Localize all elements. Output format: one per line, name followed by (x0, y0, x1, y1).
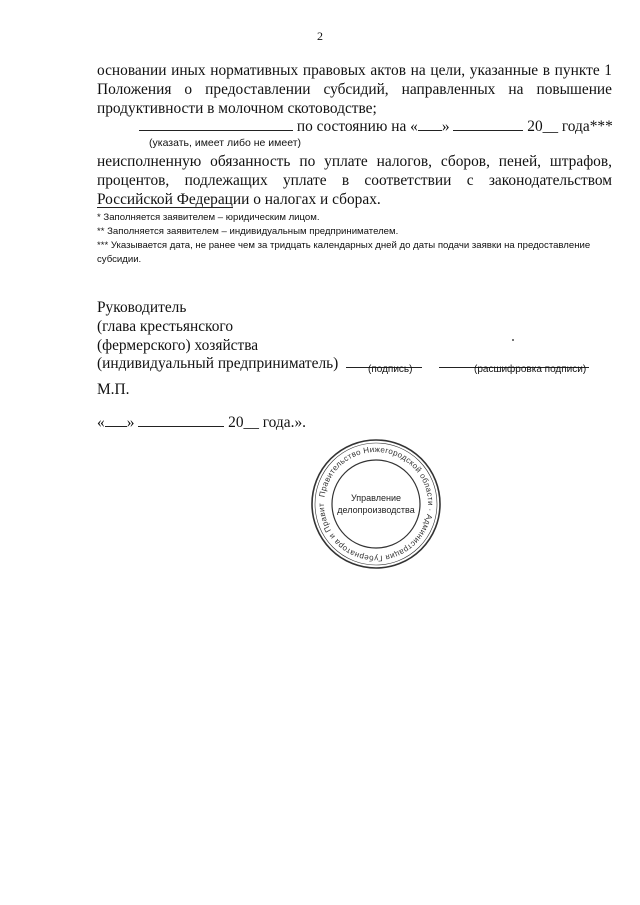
status-blank[interactable] (139, 129, 293, 131)
year-label: 20__ года*** (527, 118, 613, 135)
date-quote-close: » (126, 414, 135, 431)
month-blank[interactable] (453, 129, 523, 131)
date-quote-open: « (97, 414, 105, 431)
faint-mark (512, 339, 514, 341)
body-line-2: Положения о предоставлении субсидий, направленных на повышение (97, 81, 612, 98)
stamp-center-line-1: Управление (350, 493, 402, 503)
stamp-center-line-2: делопроизводства (337, 505, 415, 515)
quote-close: » (441, 118, 450, 135)
body-line-7: Российской Федерации о налогах и сборах. (97, 191, 381, 208)
footnote-3-line-2: субсидии. (97, 254, 142, 265)
signature-line-3: (фермерского) хозяйства (97, 337, 259, 354)
body-line-5: неисполненную обязанность по уплате налогов, сборов, пеней, штрафов, (97, 153, 612, 170)
entrepreneur-label: (индивидуальный предприниматель) (97, 355, 339, 372)
seal-place-label: М.П. (97, 381, 130, 398)
official-stamp (309, 437, 443, 571)
status-as-of-label: по состоянию на « (296, 118, 418, 135)
body-line-3: продуктивности в молочном скотоводстве; (97, 100, 377, 117)
footnote-3-line-1: *** Указывается дата, не ранее чем за тридцать календарных дней до даты подачи заявки на предоставление (97, 240, 591, 251)
signature-caption: (подпись) (368, 364, 413, 375)
page-number: 2 (317, 29, 323, 43)
status-fill-line (139, 117, 613, 137)
date-year-label: 20__ года.». (228, 414, 306, 431)
stamp-graphic (309, 437, 443, 571)
day-blank[interactable] (418, 129, 442, 131)
body-line-1: основании иных нормативных правовых актов на цели, указанные в пункте 1 (97, 62, 612, 79)
date-line (97, 413, 306, 433)
signature-decode-caption: (расшифровка подписи) (474, 364, 587, 375)
footnote-1: * Заполняется заявителем – юридическим лицом. (97, 212, 320, 223)
date-month-blank[interactable] (138, 425, 224, 427)
body-line-6: процентов, подлежащих уплате в соответствии с законодательством (97, 172, 612, 189)
status-hint: (указать, имеет либо не имеет) (149, 137, 302, 149)
stamp-ring-text: Правительство Нижегородской области · Администрация Губернатора и Правит (316, 444, 436, 564)
footnote-divider (97, 207, 233, 208)
signature-title: Руководитель (97, 299, 187, 316)
footnote-2: ** Заполняется заявителем – индивидуальным предпринимателем. (97, 226, 399, 237)
date-day-blank[interactable] (105, 425, 127, 427)
signature-line-2: (глава крестьянского (97, 318, 234, 335)
